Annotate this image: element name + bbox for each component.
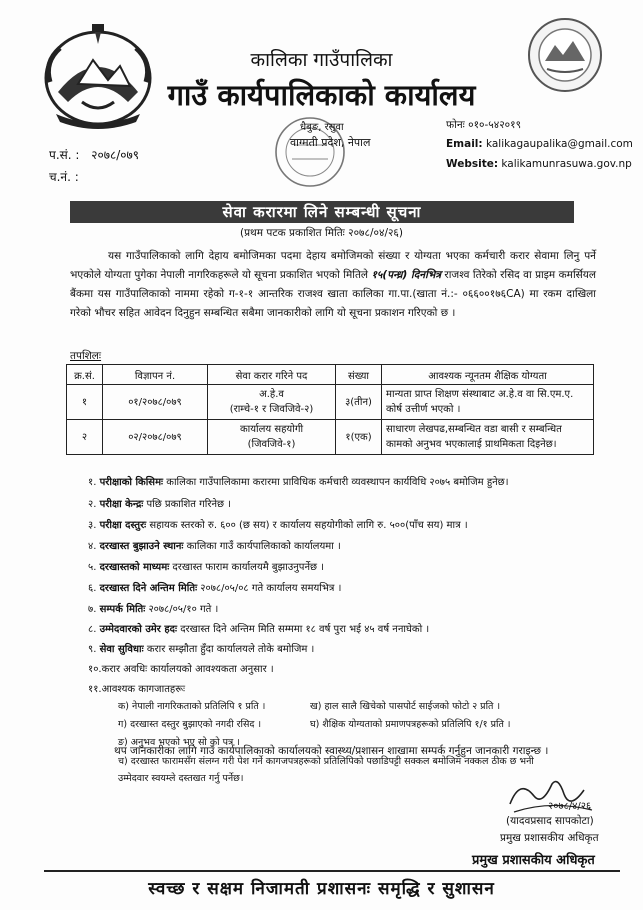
row-sn: १ <box>67 385 103 420</box>
col-count: संख्या <box>336 365 382 385</box>
footer-divider <box>44 870 620 872</box>
website-label: Website: <box>446 158 499 170</box>
reference-ps <box>49 146 139 163</box>
row-adv: ०१/२०७८/०७९ <box>103 385 208 420</box>
col-qual: आवश्यक न्यूनतम शैक्षिक योग्यता <box>382 365 594 385</box>
list-item: १. परीक्षाको किसिमः कालिका गाउँपालिकामा करारमा प्राविधिक कर्मचारी व्यवस्थापन कार्यविधि २०७५ बमोजिम हुनेछ। <box>88 477 509 488</box>
phone-value: ०१०-५४२०१९ <box>468 119 522 131</box>
row-adv: ०२/२०७८/०७९ <box>103 420 208 455</box>
notice-intro <box>70 247 596 323</box>
website-link[interactable]: kalikamunrasuwa.gov.np <box>501 158 632 170</box>
row-count: १(एक) <box>336 420 382 455</box>
signatory-stamp: प्रमुख प्रशासकीय अधिकृत <box>472 853 595 868</box>
intro-text-c: राजश्व तिरेको रसिद वा प्राइम कमर्सियल बैंकमा यस गाउँपालिकाको नाममा रहेको ग-१-१ आन्तरिक राजश्व खाता कालिका गा.पा.(खाता नं.:- ०६६००१७६CA) मा रकम दाखिला गरेको भौचर सहित आवेदन दिनुहुन सम्बन्धित सबैमा जानकारीको लागि यो सूचना प्रकाशन गरिएको छ । <box>70 269 596 319</box>
vacancy-table <box>66 364 594 455</box>
address-line-1: धैबुङ, रसुवा <box>300 122 344 133</box>
list-item: २. परीक्षा केन्द्रः पछि प्रकाशित गरिनेछ । <box>88 499 231 510</box>
signatory-name: (यादवप्रसाद सापकोटा) <box>506 815 594 827</box>
email-label: Email: <box>446 138 483 150</box>
table-header-row <box>67 365 594 385</box>
footer-slogan: स्वच्छ र सक्षम निजामती प्रशासनः समृद्धि र सुशासन <box>148 879 495 899</box>
post-name: अ.हे.व <box>259 389 284 400</box>
row-qual: साधारण लेखपढ,सम्बन्धित वडा बासी र सम्बन्धित कामको अनुभव भएकालाई प्राथमिकता दिइनेछ। <box>382 420 594 455</box>
doc-cha-2: उम्मेदवार स्वयम्ले दस्तखत गर्नु पर्नेछ। <box>118 773 244 784</box>
doc-cha-1: च) दरखास्त फारामसँग संलग्न गरी पेश गर्ने कागजपत्रहरूको प्रतिलिपिको पछाडिपट्टी सक्कल बमोजिम नक्कल ठीक छ भनी <box>118 756 534 767</box>
ps-value: २०७८/०७९ <box>91 148 139 162</box>
post-ward: (जिवजिवे-१) <box>247 439 296 450</box>
contact-website <box>446 158 632 170</box>
header-municipality: कालिका गाउँपालिका <box>250 49 393 71</box>
col-sn: क्र.सं. <box>67 365 103 385</box>
post-name: कार्यालय सहयोगी <box>239 424 304 435</box>
doc-gha: घ) शैक्षिक योग्यताको प्रमाणपत्रहरूको प्रतिलिपि १/१ प्रति । <box>310 719 511 730</box>
details-label: तपशिलः <box>70 350 102 362</box>
list-item: १०.करार अवधिः कार्यालयको आवश्यकता अनुसार । <box>88 664 274 675</box>
email-link[interactable]: kalikagaupalika@gmail.com <box>485 138 633 150</box>
phone-label: फोनः <box>446 119 465 131</box>
list-item: ४. दरखास्त बुझाउने स्थानः कालिका गाउँ कार्यपालिकाको कार्यालयमा । <box>88 541 341 552</box>
doc-ga: ग) दरखास्त दस्तुर बुझाएको नगदी रसिद । <box>118 719 262 730</box>
intro-text-a: यस गाउँपालिकाको लागि देहाय बमोजिमका पदमा देहाय बमोजिमको संख्या र योग्यता भएका कर्मचारी करार सेवामा लिनु पर्ने भएकोले योग्यता पुगेका नेपाली नागरिकहरूले यो सूचना प्रकाशित भएको मितिले <box>70 250 596 281</box>
notice-subtitle: (प्रथम पटक प्रकाशित मितिः २०७८/०४/२६) <box>239 227 403 239</box>
row-post <box>208 385 336 420</box>
signature-icon <box>500 770 600 820</box>
contact-phone <box>446 118 521 132</box>
row-qual: मान्यता प्राप्त शिक्षण संस्थाबाट अ.हे.व वा सि.एम.ए. कोर्ष उत्तीर्ण भएको । <box>382 385 594 420</box>
intro-deadline: १५(पन्ध्र) दिनभित्र <box>371 269 442 281</box>
list-item: ५. दरखास्तको माध्यमः दरखास्त फाराम कार्यालयमै बुझाउनुपर्नेछ । <box>88 562 324 573</box>
signature-date: २०७८/४/२६ <box>548 801 592 812</box>
municipality-seal-icon <box>527 17 603 93</box>
post-ward: (राम्चे-१ र जिवजिवे-२) <box>229 404 314 415</box>
col-post: सेवा करार गरिने पद <box>208 365 336 385</box>
closing-note: थप जानकारीका लागि गाउँ कार्यपालिकाको कार्यालयको स्वास्थ्य/प्रशासन शाखामा सम्पर्क गर्नुहुन जानकारी गराइन्छ । <box>114 745 549 757</box>
reference-cn: च.नं. : <box>49 170 79 184</box>
list-item: ७. सम्पर्क मितिः २०७८/०५/१० गते । <box>88 604 219 615</box>
row-sn: २ <box>67 420 103 455</box>
list-item: ११.आवश्यक कागजातहरूः <box>88 684 185 695</box>
ps-label: प.सं. : <box>49 148 80 162</box>
table-row <box>67 385 594 420</box>
table-row <box>67 420 594 455</box>
row-post <box>208 420 336 455</box>
signatory-post: प्रमुख प्रशासकीय अधिकृत <box>500 832 599 844</box>
doc-nga: ङ) अनुभव भएको भए सो को पत्र । <box>118 737 240 748</box>
list-item: ६. दरखास्त दिने अन्तिम मितिः २०७८/०५/०८ गते कार्यालय समयभित्र । <box>88 583 342 594</box>
doc-kha: ख) हाल सालै खिचेको पासपोर्ट साईजको फोटो २ प्रति । <box>310 701 501 712</box>
address-line-2: वाग्मती प्रदेश, नेपाल <box>290 136 371 149</box>
col-adv: विज्ञापन नं. <box>103 365 208 385</box>
contact-email <box>446 138 633 150</box>
list-item: ८. उम्मेदवारको उमेर हदः दरखास्त दिने अन्तिम मिति सम्ममा १८ वर्ष पुरा भई ४५ वर्ष ननाघेको । <box>88 624 430 635</box>
row-count: ३(तीन) <box>336 385 382 420</box>
doc-ka: क) नेपाली नागरिकताको प्रतिलिपि १ प्रति । <box>118 701 266 712</box>
list-item: ९. सेवा सुविधाः करार सम्झौता हुँदा कार्यालयले तोके बमोजिम । <box>88 644 315 655</box>
header-office: गाउँ कार्यपालिकाको कार्यालय <box>167 78 476 112</box>
list-item: ३. परीक्षा दस्तुरः सहायक स्तरको रु. ६०० (छ सय) र कार्यालय सहयोगीको लागि रु. ५००(पाँच सय) मात्र । <box>88 520 468 531</box>
notice-title: सेवा करारमा लिने सम्बन्धी सूचना <box>70 201 574 223</box>
